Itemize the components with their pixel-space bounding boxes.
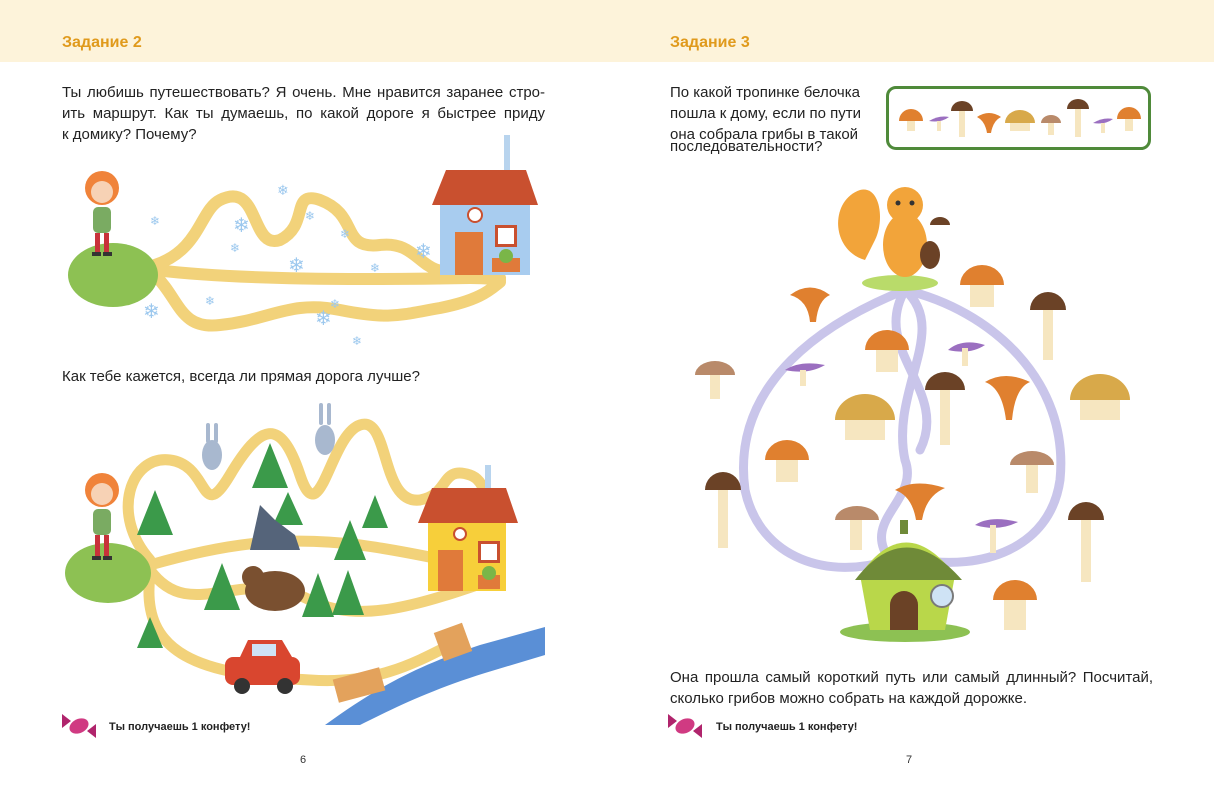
question-line-2: пошла к дому, если по пути [670, 105, 862, 122]
question-line-4: последовательности? [670, 138, 823, 155]
svg-text:❄: ❄ [233, 213, 250, 237]
page-number: 7 [906, 754, 913, 766]
svg-text:❄: ❄ [315, 306, 332, 330]
svg-text:❄: ❄ [143, 299, 160, 323]
svg-text:❄: ❄ [370, 261, 381, 275]
candy-icon [668, 712, 702, 740]
question-line-3: она собрала грибы в такой [670, 126, 859, 143]
bear-icon [242, 566, 305, 611]
page-header-band [0, 0, 1214, 62]
reward-text: Ты получаешь 1 конфету! [716, 721, 858, 733]
intro-line-2: ить маршрут. Как ты думаешь, по какой дороге я быстрее приду [62, 105, 545, 122]
svg-text:❄: ❄ [288, 253, 305, 277]
bottom-line-1: Она прошла самый короткий путь или самый длинный? Посчитай, [670, 669, 1153, 686]
reward-text: Ты получаешь 1 конфету! [109, 721, 251, 733]
svg-text:❄: ❄ [415, 239, 432, 263]
car-icon [225, 640, 300, 694]
svg-text:❄: ❄ [352, 334, 363, 348]
intro-line-1: Ты любишь путешествовать? Я очень. Мне нравится заранее стро- [62, 84, 545, 101]
mushroom-sequence [889, 89, 1148, 147]
squirrel-maze-illustration [690, 160, 1150, 650]
intro-line-3: к домику? Почему? [62, 126, 197, 143]
house-illustration [418, 465, 518, 591]
task-title-3: Задание 3 [670, 34, 750, 51]
svg-text:❄: ❄ [330, 297, 341, 311]
mushroom-sequence-box [886, 86, 1151, 150]
page-number: 6 [300, 754, 307, 766]
svg-text:❄: ❄ [277, 183, 289, 199]
svg-text:❄: ❄ [305, 209, 316, 223]
candy-icon [62, 712, 96, 740]
svg-text:❄: ❄ [205, 294, 216, 308]
bottom-line-2: сколько грибов можно собрать на каждой дорожке. [670, 690, 1028, 707]
house-illustration [432, 135, 538, 275]
svg-text:❄: ❄ [150, 214, 161, 228]
question-line-1: По какой тропинке белочка [670, 84, 860, 101]
svg-text:❄: ❄ [230, 241, 241, 255]
maze-1-illustration [60, 130, 550, 355]
question-straight-road: Как тебе кажется, всегда ли прямая дорога лучше? [62, 368, 420, 385]
mushroom-icon [899, 99, 1141, 137]
squirrel-illustration [838, 187, 950, 277]
task-title-2: Задание 2 [62, 34, 142, 51]
svg-text:❄: ❄ [340, 227, 351, 241]
maze-2-illustration [60, 395, 550, 725]
